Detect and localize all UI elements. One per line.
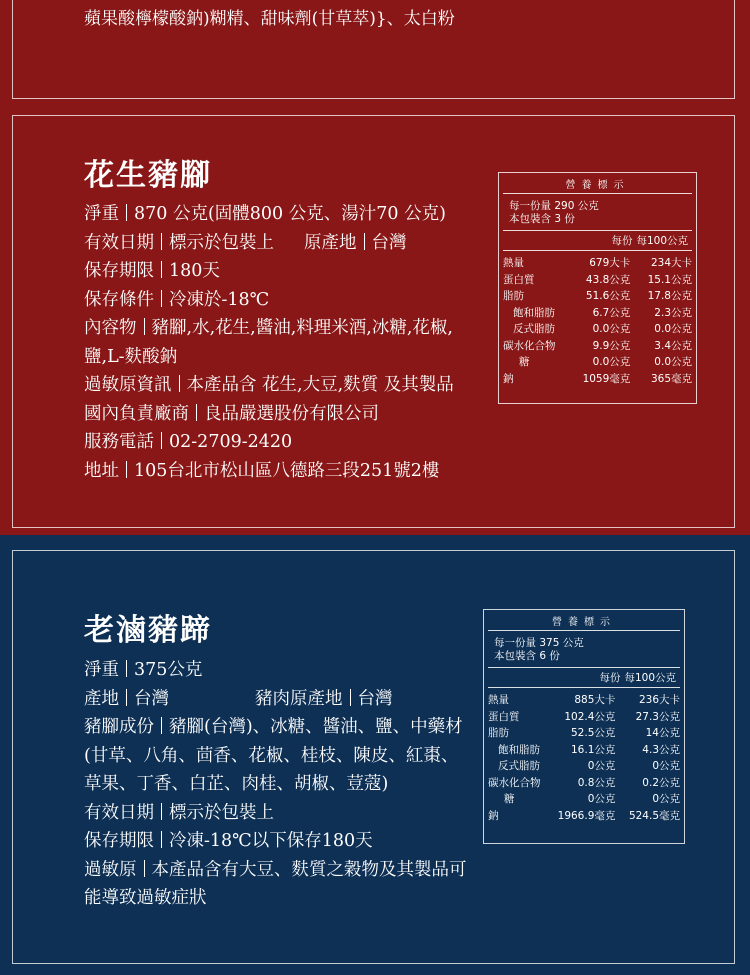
per-100g-value: 365毫克	[650, 372, 692, 385]
nutrient-name: 反式脂肪	[498, 760, 540, 772]
product1-allergen: 過敏原資訊 本產品含 花生,大豆,麩質 及其製品	[84, 375, 454, 395]
nutrition-row	[503, 255, 692, 272]
per-100g-value: 15.1公克	[647, 273, 692, 286]
product1-nutrition-panel	[498, 172, 697, 404]
nutrition-row	[488, 725, 680, 742]
per-100g-value: 0公克	[652, 760, 680, 772]
per-100g-value: 17.8公克	[647, 290, 692, 302]
nutrition-row	[503, 338, 692, 355]
per-serving-value: 9.9公克	[592, 339, 631, 352]
nutrition-row	[503, 305, 692, 322]
per-100g-value: 4.3公克	[642, 743, 680, 756]
per-serving-value: 679大卡	[589, 257, 631, 269]
nutrition-table	[488, 692, 680, 824]
product1-vendor: 國內負責廠商 良品嚴選股份有限公司	[84, 403, 379, 424]
nutrition-row	[488, 758, 680, 775]
nutrition-row	[503, 288, 692, 305]
nutrition-row	[488, 742, 680, 759]
per-100g-value: 0.2公克	[642, 776, 680, 789]
nutrition-column-header: 每份 每100公克	[488, 668, 680, 688]
nutrition-row	[488, 775, 680, 792]
per-serving-value: 1059毫克	[582, 372, 631, 385]
product1-info	[84, 200, 492, 485]
per-serving-value: 0.8公克	[577, 776, 616, 789]
product1-net-weight: 淨重 870 公克(固體800 公克、湯汁70 公克)	[84, 204, 446, 224]
product1-phone: 服務電話 02-2709-2420	[84, 432, 293, 452]
nutrition-title: 營養標示	[488, 610, 680, 631]
nutrient-name: 熱量	[503, 257, 524, 269]
nutrient-name: 蛋白質	[503, 273, 535, 286]
nutrition-row	[488, 808, 680, 825]
nutrient-name: 反式脂肪	[513, 323, 555, 335]
nutrient-name: 飽和脂肪	[513, 306, 555, 319]
nutrition-row	[488, 791, 680, 808]
nutrition-row	[488, 709, 680, 726]
product2-expiry: 有效日期 標示於包裝上	[84, 802, 274, 823]
per-serving-value: 0公克	[587, 760, 616, 772]
per-100g-value: 0.0公克	[654, 356, 692, 368]
per-100g-value: 0.0公克	[654, 323, 692, 335]
product1-title: 花生豬腳	[84, 158, 212, 193]
product2-origin: 產地 台灣 豬肉原產地 台灣	[84, 688, 393, 709]
per-serving-value: 43.8公克	[585, 273, 631, 286]
serving-info: 每一份量 290 公克 本包裝含 3 份	[503, 194, 692, 231]
nutrition-row	[488, 692, 680, 709]
per-serving-value: 51.6公克	[585, 290, 631, 302]
nutrient-name: 脂肪	[488, 727, 509, 739]
nutrient-name: 碳水化合物	[503, 339, 556, 352]
per-serving-value: 16.1公克	[571, 743, 616, 756]
product1-storage: 保存條件 冷凍於-18℃	[84, 289, 270, 310]
product1-shelf-life: 保存期限 180天	[84, 261, 220, 281]
per-100g-value: 14公克	[645, 727, 680, 739]
nutrient-name: 熱量	[488, 694, 509, 706]
per-100g-value: 2.3公克	[654, 306, 692, 319]
nutrient-name: 鈉	[503, 372, 514, 385]
nutrient-name: 蛋白質	[488, 710, 520, 723]
per-serving-value: 1966.9毫克	[557, 809, 616, 822]
product2-title: 老滷豬蹄	[84, 613, 212, 648]
nutrition-row	[503, 371, 692, 388]
product2-nutrition-panel	[483, 609, 685, 844]
per-100g-value: 524.5毫克	[628, 809, 680, 822]
per-serving-value: 102.4公克	[564, 710, 616, 723]
product2-info	[84, 656, 472, 913]
nutrient-name: 碳水化合物	[488, 776, 541, 789]
product1-contents: 內容物 豬腳,水,花生,醬油,料理米酒,冰糖,花椒,鹽,L-麩酸鈉	[84, 318, 453, 367]
nutrient-name: 糖	[519, 356, 530, 368]
per-100g-value: 236大卡	[638, 694, 680, 706]
per-serving-value: 52.5公克	[571, 727, 616, 739]
per-serving-value: 0公克	[587, 793, 616, 805]
nutrient-name: 糖	[504, 793, 515, 805]
nutrient-name: 飽和脂肪	[498, 743, 540, 756]
product2-allergen: 過敏原 本產品含有大豆、麩質之穀物及其製品可能導致過敏症狀	[84, 859, 467, 908]
nutrition-row	[503, 272, 692, 289]
nutrition-title: 營養標示	[503, 173, 692, 194]
product2-net-weight: 淨重 375公克	[84, 660, 203, 680]
product1-expiry: 有效日期 標示於包裝上 原產地 台灣	[84, 232, 407, 253]
per-serving-value: 885大卡	[574, 694, 616, 706]
serving-info: 每一份量 375 公克 本包裝含 6 份	[488, 631, 680, 668]
product2-shelf-life: 保存期限 冷凍-18℃以下保存180天	[84, 831, 373, 851]
per-100g-value: 234大卡	[650, 257, 692, 269]
per-serving-value: 0.0公克	[592, 323, 631, 335]
per-100g-value: 3.4公克	[654, 339, 692, 352]
per-serving-value: 6.7公克	[592, 306, 631, 319]
nutrient-name: 鈉	[488, 809, 499, 822]
per-serving-value: 0.0公克	[592, 356, 631, 368]
nutrition-column-header: 每份 每100公克	[503, 231, 692, 251]
top-ingredient-line: 蘋果酸檸檬酸鈉)糊精、甜味劑(甘草萃)}、太白粉	[84, 9, 455, 29]
product1-address: 地址 105台北市松山區八德路三段251號2樓	[84, 460, 440, 481]
nutrition-table	[503, 255, 692, 387]
nutrient-name: 脂肪	[503, 290, 524, 302]
per-100g-value: 0公克	[652, 793, 680, 805]
product2-ingredients: 豬腳成份 豬腳(台灣)、冰糖、醬油、鹽、中藥材(甘草、八角、茴香、花椒、桂枝、陳皮、紅棗、草果、丁香、白芷、肉桂、胡椒、荳蔻)	[84, 717, 463, 794]
nutrition-row	[503, 354, 692, 371]
per-100g-value: 27.3公克	[635, 710, 680, 723]
nutrition-row	[503, 321, 692, 338]
